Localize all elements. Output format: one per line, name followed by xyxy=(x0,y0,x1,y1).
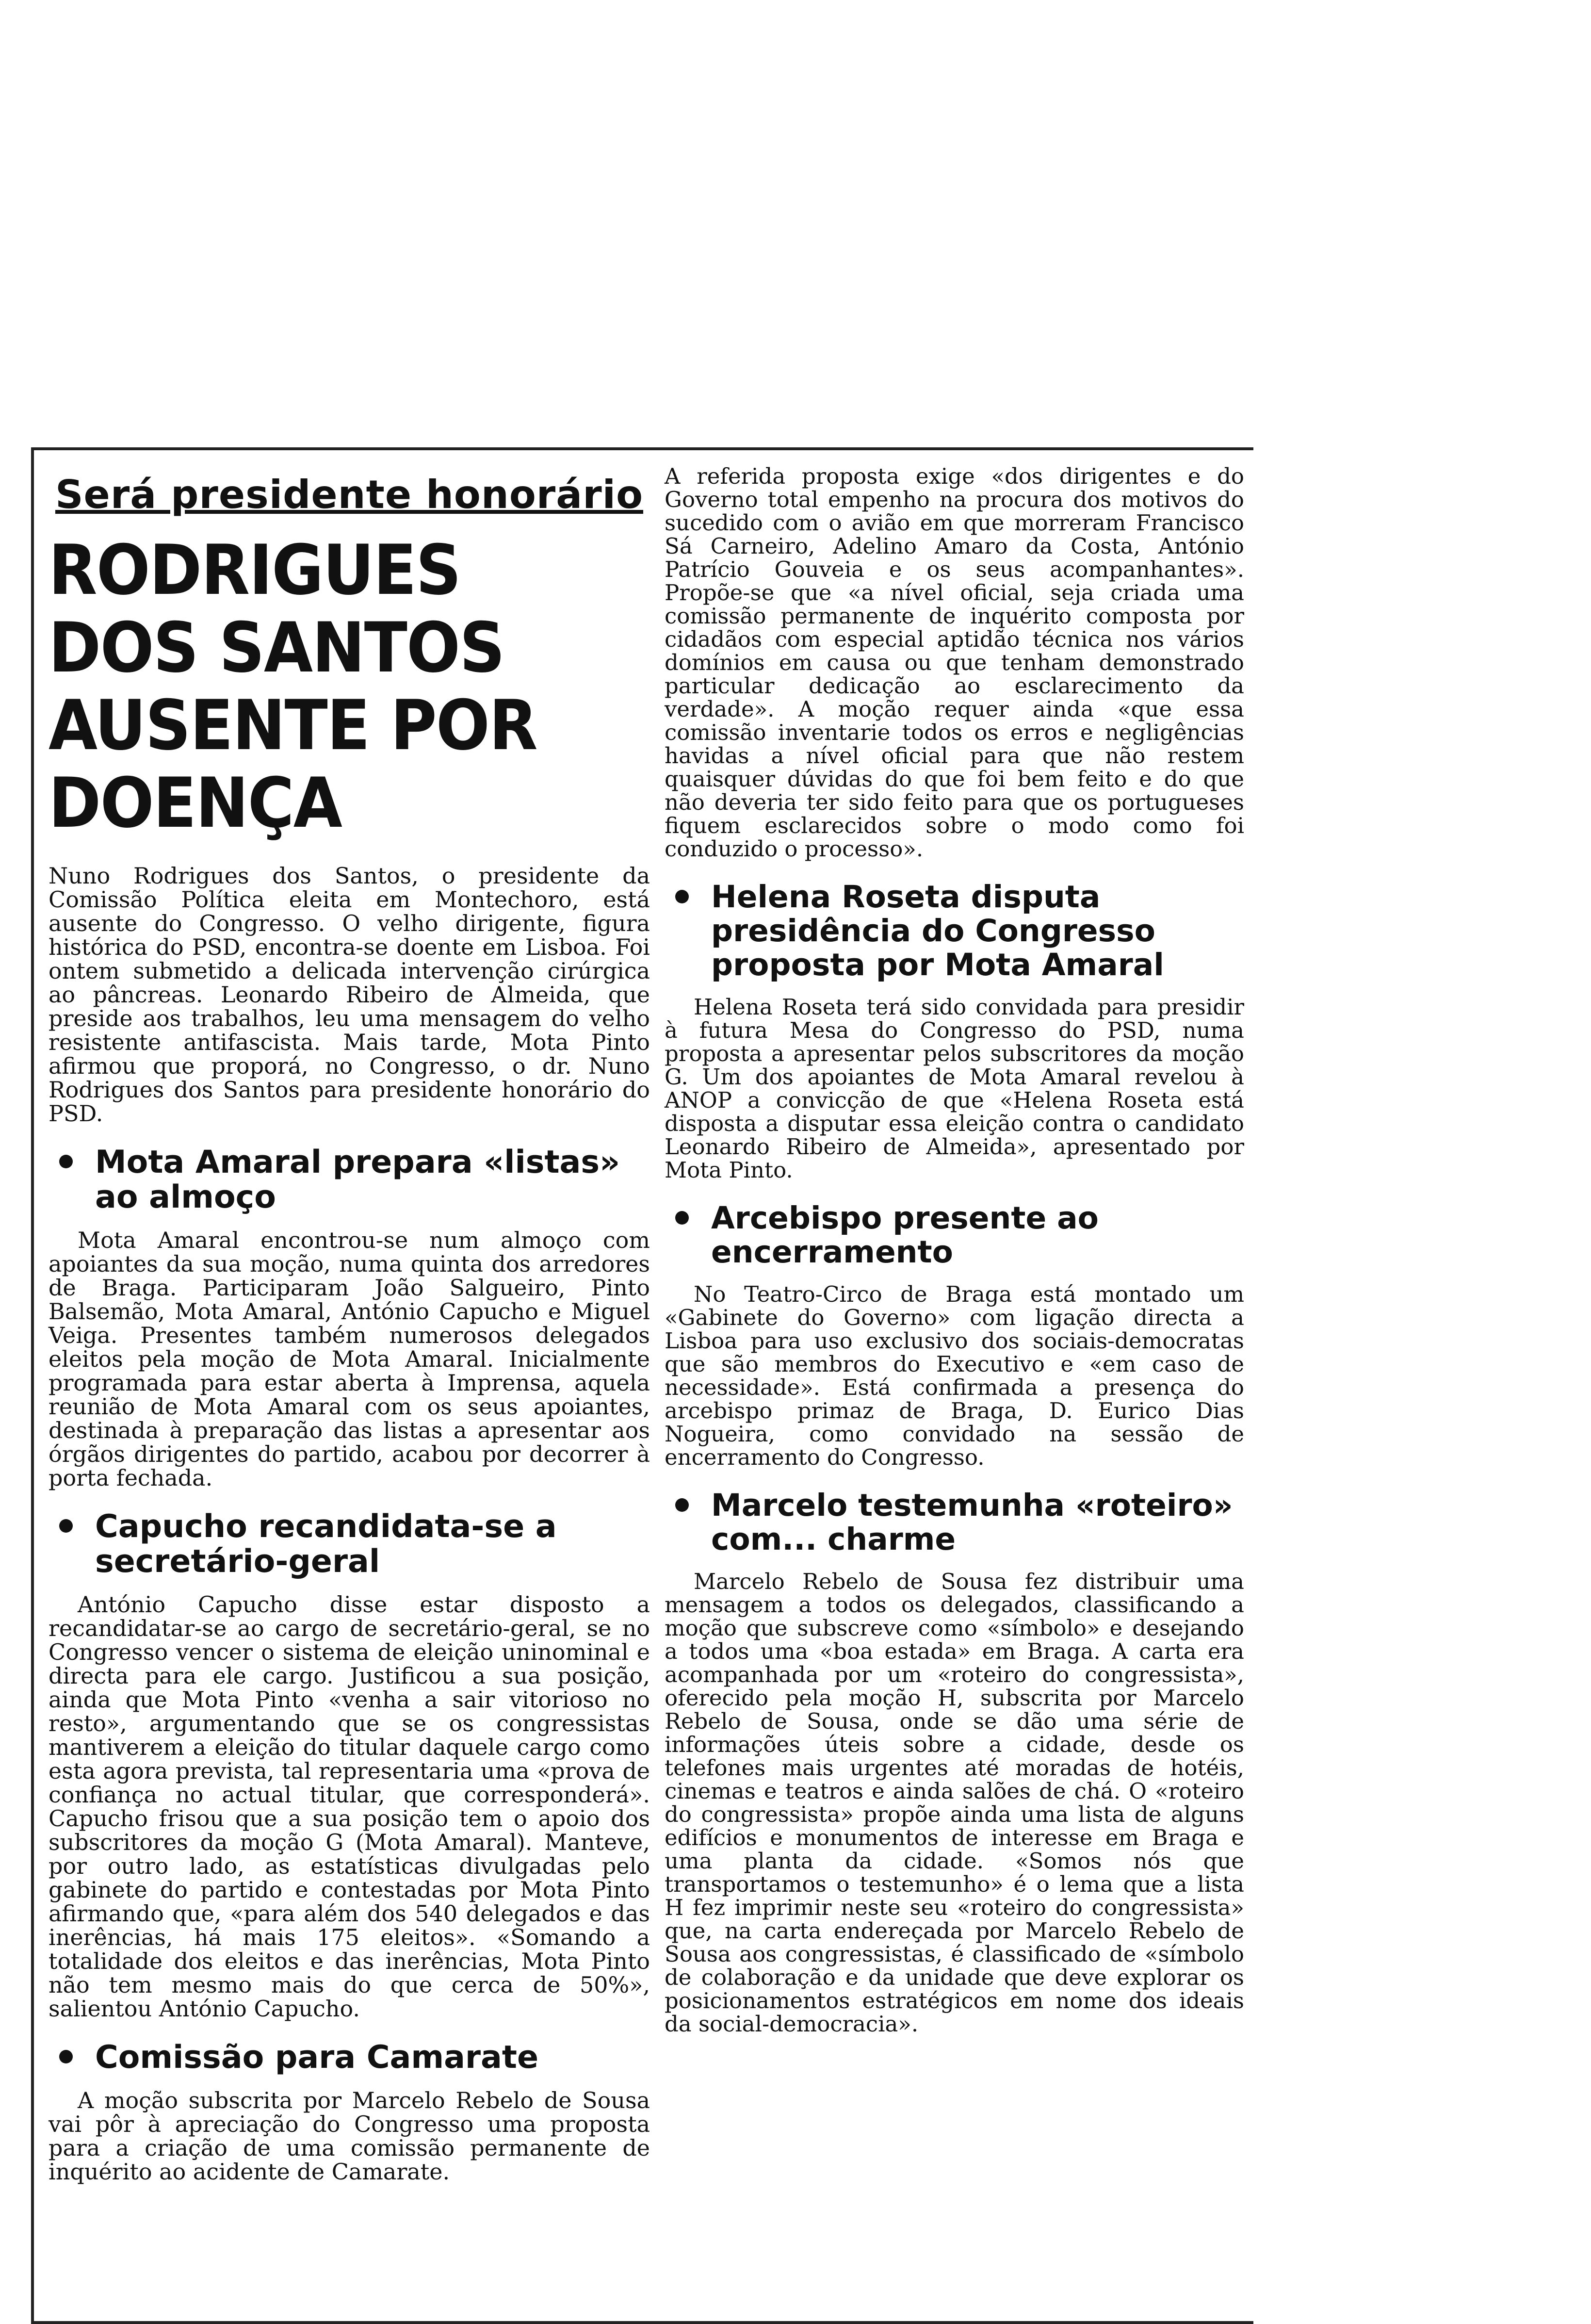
paragraph-mota-amaral: Mota Amaral encontrou-se num almoço com apoiantes da sua moção, numa quinta dos arredores de Braga. Participaram João Salgueiro, Pinto Balsemão, Mota Amaral, António Capucho e Miguel Veiga. Presentes também numerosos delegados eleitos pela moção de Mota Amaral. Inicialmente programada para estar aberta à Imprensa, aquela reunião de Mota Amaral com os seus apoiantes, destinada à preparação das listas a apresentar aos órgãos dirigentes do partido, acabou por decorrer à porta fechada. xyxy=(49,1227,650,1491)
bullet-icon xyxy=(59,2050,73,2063)
paragraph-helena-roseta: Helena Roseta terá sido convidada para presidir à futura Mesa do Congresso do PSD, numa proposta a apresentar pelos subscritores da moção G. Um dos apoiantes de Mota Amaral revelou à ANOP a convicção de que «Helena Roseta está disposta a disputar essa eleição contra o candidato Leonardo Ribeiro de Almeida», apresentado por Mota Pinto. xyxy=(665,994,1244,1183)
bullet-icon xyxy=(59,1155,73,1168)
newspaper-clipping xyxy=(31,447,1253,2324)
left-column xyxy=(49,450,650,2184)
subheading-text: Arcebispo presente ao encerramento xyxy=(711,1200,1099,1270)
kicker: Será presidente honorário xyxy=(55,472,644,517)
bullet-icon xyxy=(59,1519,73,1533)
headline xyxy=(49,532,602,842)
subheading-capucho xyxy=(49,1509,650,1579)
subheading-marcelo xyxy=(665,1489,1244,1556)
subheading-text: Capucho recandidata-se a secretário-geral xyxy=(95,1508,557,1580)
subheading-arcebispo xyxy=(665,1201,1244,1269)
subheading-helena-roseta xyxy=(665,880,1244,982)
subheading-text: Helena Roseta disputa presidência do Congresso proposta por Mota Amaral xyxy=(711,879,1164,982)
paragraph-capucho: António Capucho disse estar disposto a recandidatar-se ao cargo de secretário-geral, se no Congresso vencer o sistema de eleição uninominal e directa para ele cargo. Justificou a sua posição, ainda que Mota Pinto «venha a sair vitorioso no resto», argumentando que se os congressistas mantiverem a eleição do titular daquele cargo como esta agora prevista, tal representaria uma «prova de confiança no actual titular, que corresponderá». Capucho frisou que a sua posição tem o apoio dos subscritores da moção G (Mota Amaral). Manteve, por outro lado, as estatísticas divulgadas pelo gabinete do partido e contestadas por Mota Pinto afirmando que, «para além dos 540 delegados e das inerências, há mais 175 eleitos». «Somando a totalidade dos eleitos e das inerências, Mota Pinto não tem mesmo mais do que cerca de 50%», salientou António Capucho. xyxy=(49,1591,650,2022)
subheading-text: Mota Amaral prepara «listas» ao almoço xyxy=(95,1144,620,1215)
lead-paragraph: Nuno Rodrigues dos Santos, o presidente da Comissão Política eleita em Montechoro, está ausente do Congresso. O velho dirigente, figura histórica do PSD, encontra-se doente em Lisboa. Foi ontem submetido a delicada intervenção cirúrgica ao pâncreas. Leonardo Ribeiro de Almeida, que preside aos trabalhos, leu uma mensagem do velho resistente antifascista. Mais tarde, Mota Pinto afirmou que proporá, no Congresso, o dr. Nuno Rodrigues dos Santos para presidente honorário do PSD. xyxy=(49,863,650,1127)
bullet-icon xyxy=(675,1211,689,1225)
subheading-text: Comissão para Camarate xyxy=(95,2039,539,2076)
bullet-icon xyxy=(675,1498,689,1512)
headline-line-2: AUSENTE POR DOENÇA xyxy=(49,686,537,843)
paragraph-marcelo: Marcelo Rebelo de Sousa fez distribuir uma mensagem a todos os delegados, classificando a moção que subscreve como «símbolo» e desejando a todos uma «boa estada» em Braga. A carta era acompanhada por um «roteiro do congressista», oferecido pela moção H, subscrita por Marcelo Rebelo de Sousa, onde se dão uma série de informações úteis sobre a cidade, desde os telefones mais urgentes até moradas de hotéis, cinemas e teatros e ainda salões de chá. O «roteiro do congressista» propõe ainda uma lista de alguns edifícios e monumentos de interesse em Braga e uma planta da cidade. «Somos nós que transportamos o testemunho» é o lema que a lista H fez imprimir neste seu «roteiro do congressista» que, na carta endereçada por Marcelo Rebelo de Sousa aos congressistas, é classificado de «símbolo de colaboração e da unidade que deve explorar os posicionamentos estratégicos em nome dos ideais da social-democracia». xyxy=(665,1569,1244,2037)
paragraph-arcebispo: No Teatro-Circo de Braga está montado um «Gabinete do Governo» com ligação directa a Lisboa para uso exclusivo dos sociais-democratas que são membros do Executivo e «em caso de necessidade». Está confirmada a presença do arcebispo primaz de Braga, D. Eurico Dias Nogueira, como convidado na sessão de encerramento do Congresso. xyxy=(665,1281,1244,1470)
subheading-text: Marcelo testemunha «roteiro» com... charme xyxy=(711,1488,1233,1557)
subheading-camarate xyxy=(49,2040,650,2075)
paragraph-camarate-continued: A referida proposta exige «dos dirigentes e do Governo total empenho na procura dos motivos do sucedido com o avião em que morreram Francisco Sá Carneiro, Adelino Amaro da Costa, António Patrício Gouveia e os seus acompanhantes». Propõe-se que «a nível oficial, seja criada uma comissão permanente de inquérito composta por cidadãos com especial aptidão técnica nos vários domínios em causa ou que tenham demonstrado particular dedicação ao esclarecimento da verdade». A moção requer ainda «que essa comissão inventarie todos os erros e negligências havidas a nível oficial para que não restem quaisquer dúvidas do que foi bem feito e do que não deveria ter sido feito para que os portugueses fiquem esclarecidos sobre o modo como foi conduzido o processo». xyxy=(665,463,1244,862)
bullet-icon xyxy=(675,890,689,903)
paragraph-camarate: A moção subscrita por Marcelo Rebelo de Sousa vai pôr à apreciação do Congresso uma proposta para a criação de uma comissão permanente de inquérito ao acidente de Camarate. xyxy=(49,2087,650,2185)
subheading-mota-amaral xyxy=(49,1145,650,1215)
right-column xyxy=(665,450,1244,2036)
headline-line-1: RODRIGUES DOS SANTOS xyxy=(49,530,504,688)
